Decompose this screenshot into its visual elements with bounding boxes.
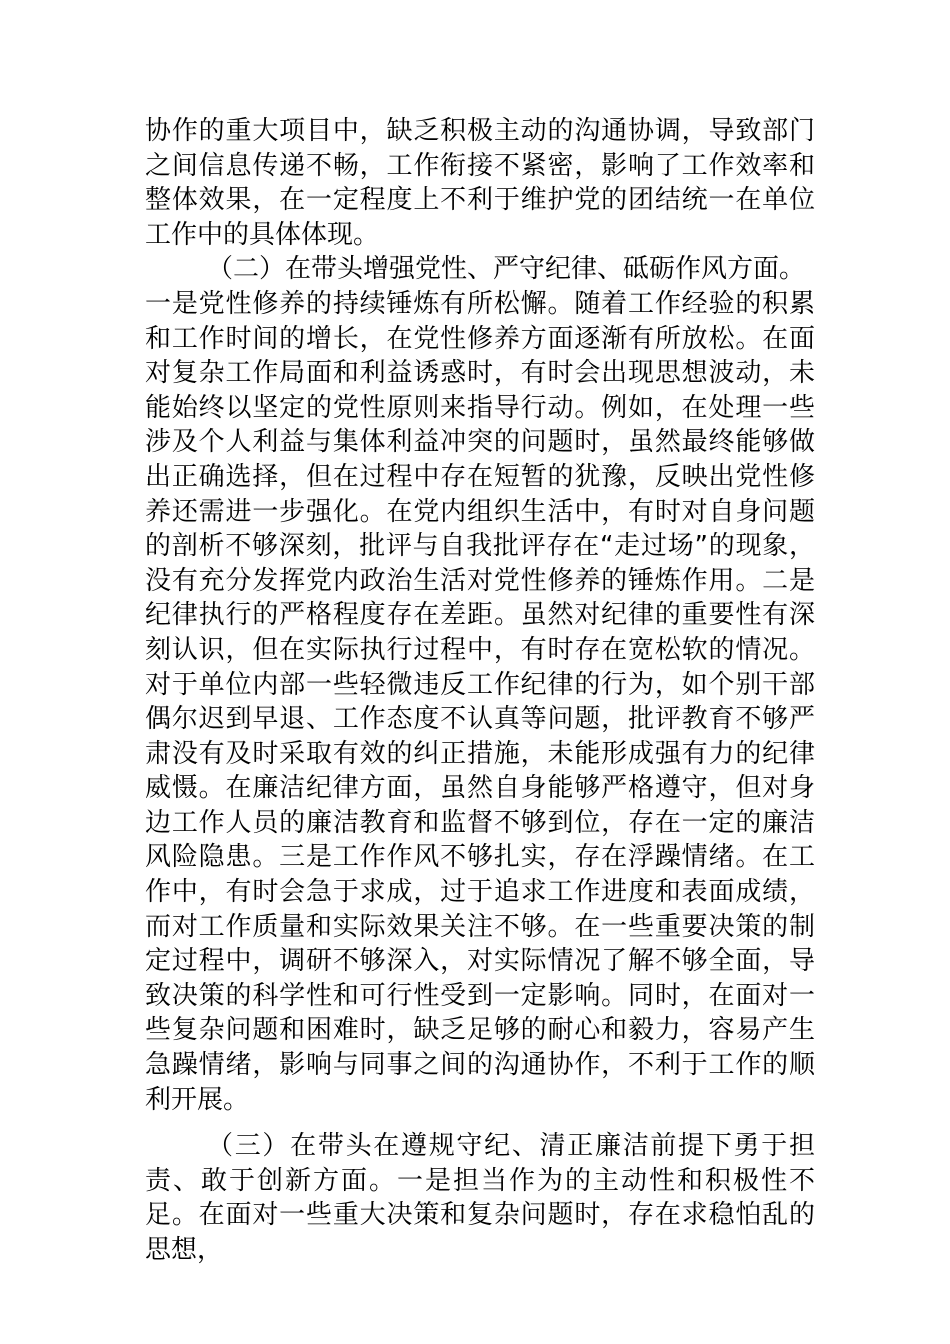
- paragraph-section-three: （三）在带头在遵规守纪、清正廉洁前提下勇于担责、敢于创新方面。一是担当作为的主动性和积极性不足。在面对一些重大决策和复杂问题时，存在求稳怕乱的思想，: [145, 1131, 815, 1265]
- paragraph-section-two-body: 一是党性修养的持续锤炼有所松懈。随着工作经验的积累和工作时间的增长，在党性修养方面逐渐有所放松。在面对复杂工作局面和利益诱惑时，有时会出现思想波动，未能始终以坚定的党性原则来指导行动。例如，在处理一些涉及个人利益与集体利益冲突的问题时，虽然最终能够做出正确选择，但在过程中存在短暂的犹豫，反映出党性修养还需进一步强化。在党内组织生活中，有时对自身问题的剖析不够深刻，批评与自我批评存在“走过场”的现象，没有充分发挥党内政治生活对党性修养的锤炼作用。二是纪律执行的严格程度存在差距。虽然对纪律的重要性有深刻认识，但在实际执行过程中，有时存在宽松软的情况。对于单位内部一些轻微违反工作纪律的行为，如个别干部偶尔迟到早退、工作态度不认真等问题，批评教育不够严肃没有及时采取有效的纠正措施，未能形成强有力的纪律威慑。在廉洁纪律方面，虽然自身能够严格遵守，但对身边工作人员的廉洁教育和监督不够到位，存在一定的廉洁风险隐患。三是工作作风不够扎实，存在浮躁情绪。在工作中，有时会急于求成，过于追求工作进度和表面成绩，而对工作质量和实际效果关注不够。在一些重要决策的制定过程中，调研不够深入，对实际情况了解不够全面，导致决策的科学性和可行性受到一定影响。同时，在面对一些复杂问题和困难时，缺乏足够的耐心和毅力，容易产生急躁情绪，影响与同事之间的沟通协作，不利于工作的顺利开展。: [145, 288, 815, 1115]
- paragraph-continuation: 协作的重大项目中，缺乏积极主动的沟通协调，导致部门之间信息传递不畅，工作衔接不紧密，影响了工作效率和整体效果，在一定程度上不利于维护党的团结统一在单位工作中的具体体现。: [145, 116, 815, 250]
- document-body: [145, 114, 815, 1268]
- section-heading-two: （二）在带头增强党性、严守纪律、砥砺作风方面。: [207, 254, 806, 285]
